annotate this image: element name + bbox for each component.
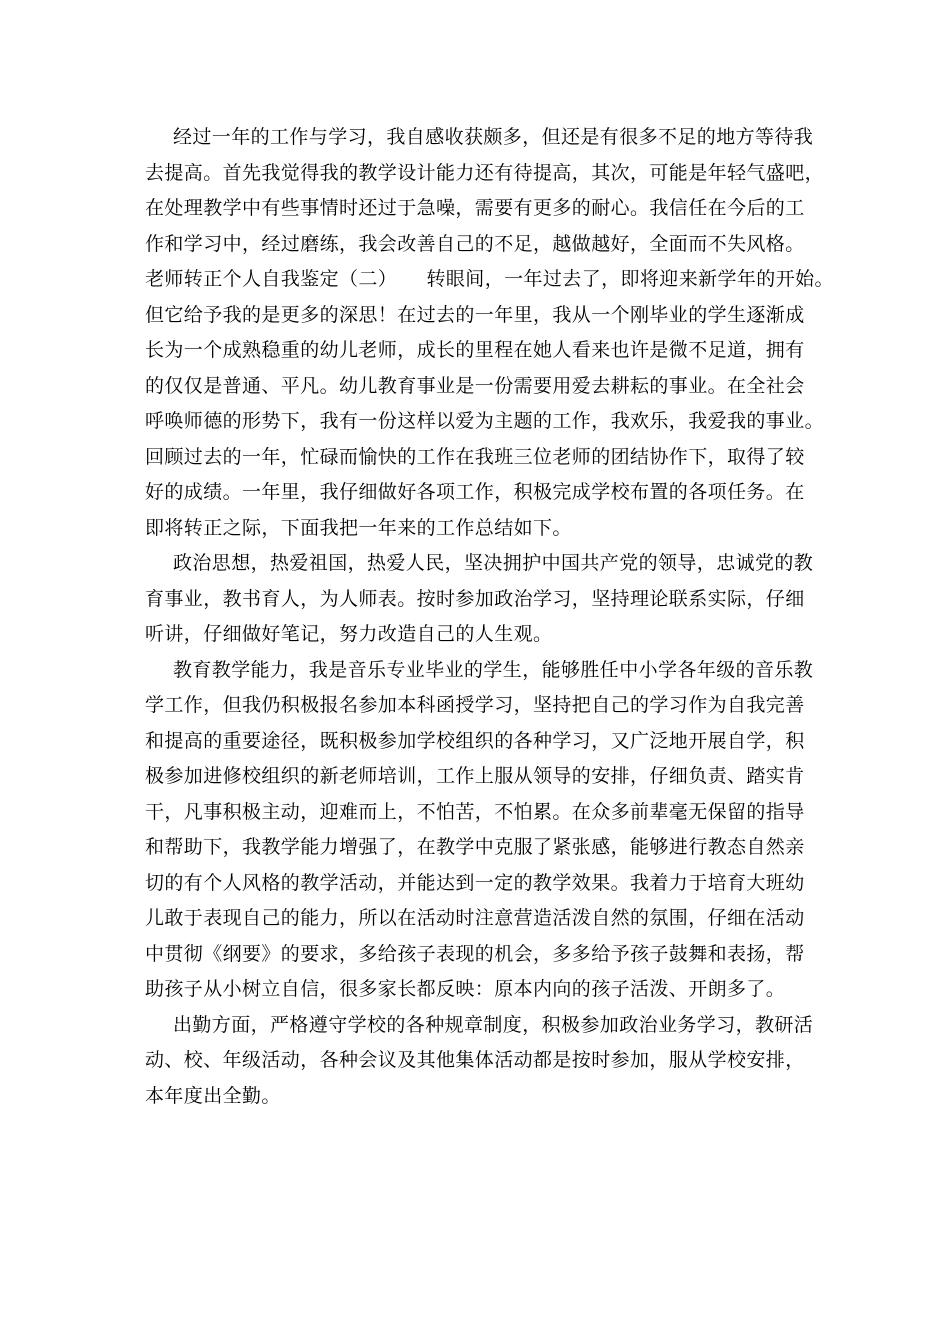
text-line: 育事业，教书育人，为人师表。按时参加政治学习，坚持理论联系实际，仔细 — [145, 587, 805, 610]
text-line: 和帮助下，我教学能力增强了，在教学中克服了紧张感，能够进行教态自然亲 — [145, 836, 805, 858]
text-line: 回顾过去的一年，忙碌而愉快的工作在我班三位老师的团结协作下，取得了较 — [145, 445, 805, 468]
text-line: 老师转正个人自我鉴定（二） 转眼间，一年过去了，即将迎来新学年的开始。 — [145, 268, 834, 290]
text-line: 去提高。首先我觉得我的教学设计能力还有待提高，其次，可能是年轻气盛吧， — [145, 161, 825, 184]
text-line: 作和学习中，经过磨练，我会改善自己的不足，越做越好，全面而不失风格。 — [145, 232, 805, 255]
text-line: 在处理教学中有些事情时还过于急噪，需要有更多的耐心。我信任在今后的工 — [145, 197, 805, 219]
text-line: 教育教学能力，我是音乐专业毕业的学生，能够胜任中小学各年级的音乐教 — [173, 658, 814, 681]
text-line: 政治思想，热爱祖国，热爱人民，坚决拥护中国共产党的领导，忠诚党的教 — [173, 552, 814, 574]
text-line: 听讲，仔细做好笔记，努力改造自己的人生观。 — [145, 623, 553, 645]
text-line: 助孩子从小树立自信，很多家长都反映：原本内向的孩子活泼、开朗多了。 — [145, 978, 786, 1000]
text-line: 长为一个成熟稳重的幼儿老师，成长的里程在她人看来也许是微不足道，拥有 — [145, 339, 805, 361]
text-line: 经过一年的工作与学习，我自感收获颇多，但还是有很多不足的地方等待我 — [173, 126, 814, 148]
text-line: 儿敢于表现自己的能力，所以在活动时注意营造活泼自然的氛围，仔细在活动 — [145, 907, 805, 929]
text-line: 的仅仅是普通、平凡。幼儿教育事业是一份需要用爱去耕耘的事业。在全社会 — [145, 374, 805, 397]
text-line: 即将转正之际，下面我把一年来的工作总结如下。 — [145, 516, 572, 539]
text-line: 干，凡事积极主动，迎难而上，不怕苦，不怕累。在众多前辈毫无保留的指导 — [145, 800, 805, 823]
document-body — [145, 120, 834, 1114]
text-line: 和提高的重要途径，既积极参加学校组织的各种学习，又广泛地开展自学，积 — [145, 729, 805, 752]
text-line: 中贯彻《纲要》的要求，多给孩子表现的机会，多多给予孩子鼓舞和表扬，帮 — [145, 942, 805, 965]
text-line: 动、校、年级活动，各种会议及其他集体活动都是按时参加，服从学校安排， — [145, 1049, 805, 1071]
text-line: 学工作，但我仍积极报名参加本科函授学习，坚持把自己的学习作为自我完善 — [145, 694, 805, 716]
text-line: 呼唤师德的形势下，我有一份这样以爱为主题的工作，我欢乐，我爱我的事业。 — [145, 410, 825, 432]
text-line: 极参加进修校组织的新老师培训，工作上服从领导的安排，仔细负责、踏实肯 — [145, 765, 805, 787]
text-line: 出勤方面，严格遵守学校的各种规章制度，积极参加政治业务学习，教研活 — [173, 1013, 814, 1036]
text-line: 切的有个人风格的教学活动，并能达到一定的教学效果。我着力于培育大班幼 — [145, 871, 805, 894]
text-line: 但它给予我的是更多的深思！在过去的一年里，我从一个刚毕业的学生逐渐成 — [145, 303, 805, 326]
text-line: 好的成绩。一年里，我仔细做好各项工作，积极完成学校布置的各项任务。在 — [145, 481, 805, 503]
text-line: 本年度出全勤。 — [145, 1084, 281, 1107]
